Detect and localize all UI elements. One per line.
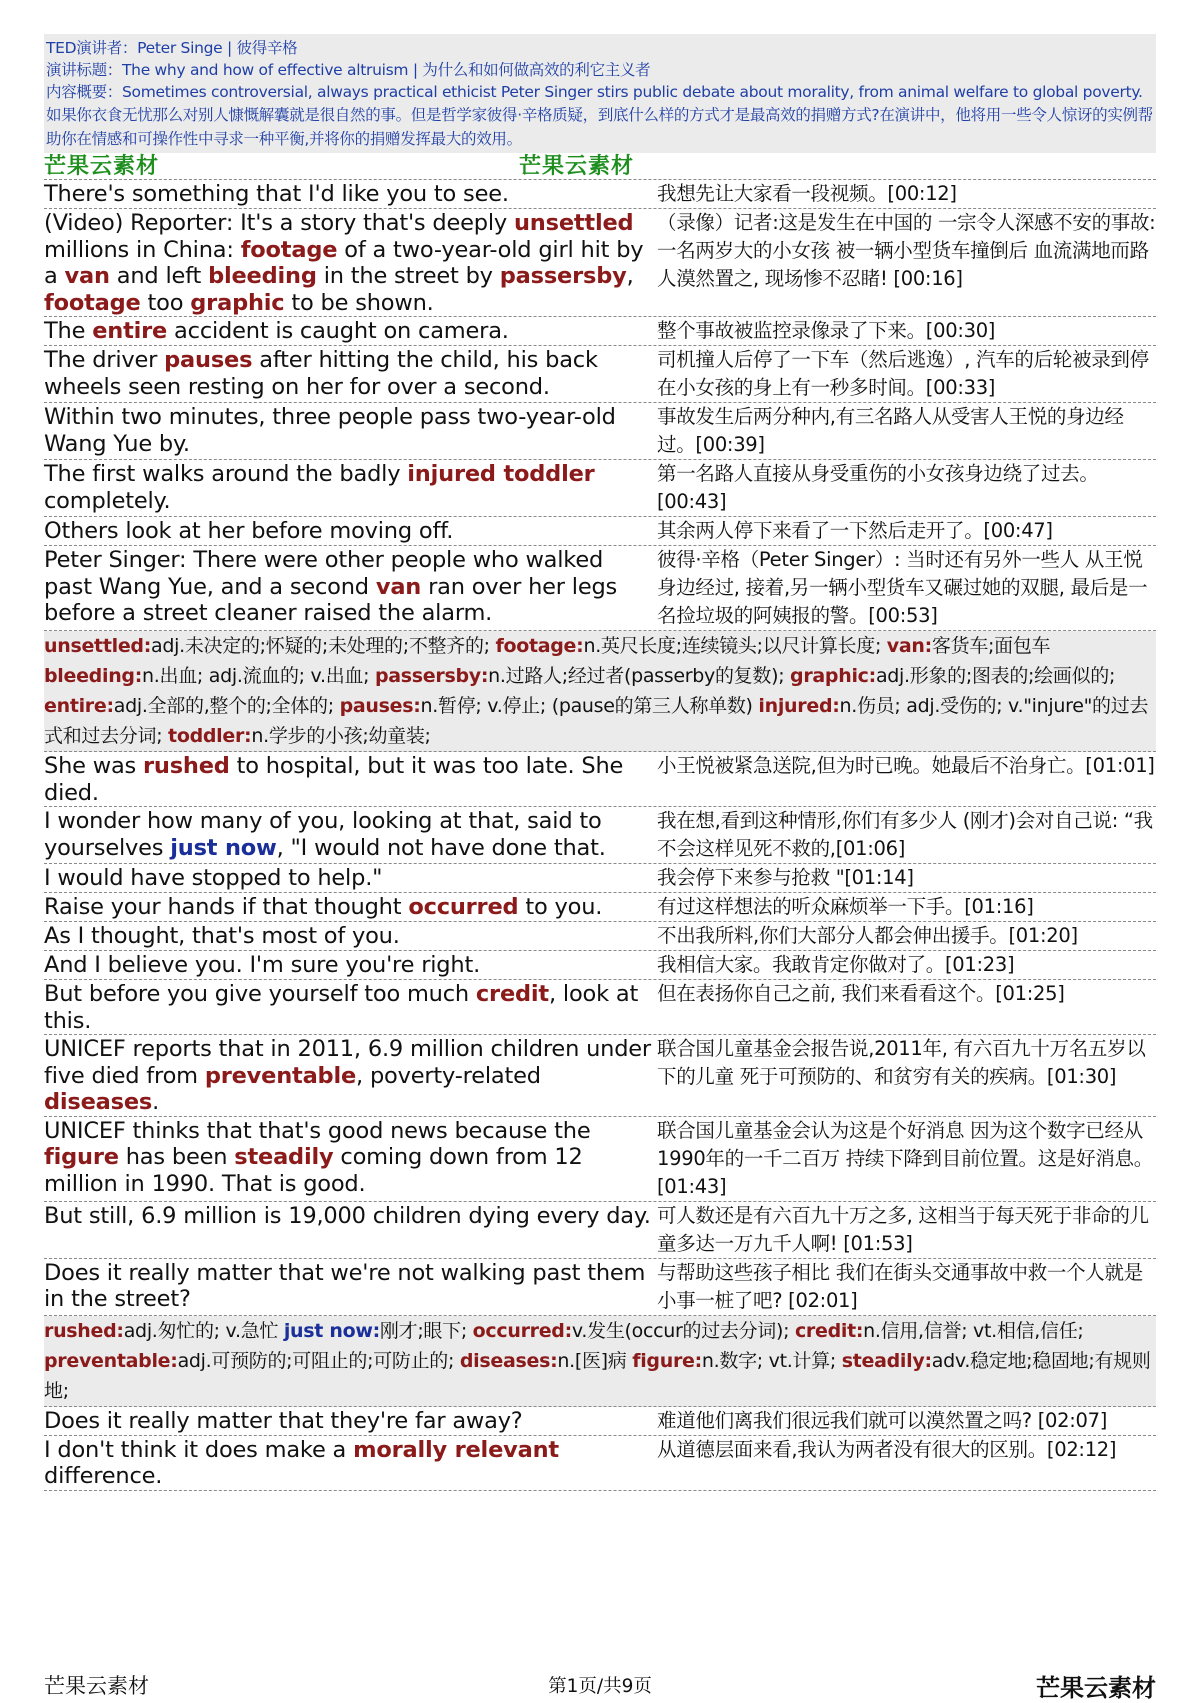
- vocab-word: occurred:: [472, 1319, 572, 1342]
- sentence-row: [44, 1202, 1156, 1259]
- keyword-highlight: bleeding: [208, 263, 317, 289]
- chinese-translation: 联合国儿童基金会报告说,2011年, 有六百九十万名五岁以下的儿童 死于可预防的、和贫穷有关的疾病。[01:30]: [657, 1037, 1146, 1088]
- keyword-highlight: graphic: [190, 289, 285, 316]
- talk-header: [44, 34, 1156, 153]
- sentence-row: [44, 980, 1156, 1035]
- vocab-word: diseases:: [459, 1349, 558, 1372]
- vocab-definition: adj.匆忙的; v.急忙: [123, 1319, 284, 1342]
- sentence-list: [44, 180, 1156, 631]
- chinese-translation: 司机撞人后停了一下车（然后逃逸）, 汽车的后轮被录到停在小女孩的身上有一秒多时间。[00:33]: [657, 348, 1149, 399]
- english-sentence: Does it really matter that they're far away?: [44, 1407, 523, 1434]
- transcript-page: [44, 34, 1156, 1491]
- footer-brand-right: 芒果云素材: [1036, 1674, 1156, 1702]
- sentence-row: [44, 546, 1156, 631]
- vocab-word: injured:: [758, 695, 840, 717]
- english-sentence: Raise your hands if that thought occurred to you.: [44, 894, 603, 920]
- keyword-highlight: figure: [44, 1144, 119, 1170]
- vocab-definition: adj.可预防的;可阻止的;可防止的;: [177, 1349, 460, 1372]
- keyword-highlight: entire: [92, 318, 168, 344]
- vocab-definition: n.学步的小孩;幼童装;: [251, 725, 431, 747]
- title-line: 演讲标题：The why and how of effective altruism | 为什么和如何做高效的利它主义者: [46, 61, 651, 79]
- chinese-translation: 我相信大家。我敢肯定你做对了。[01:23]: [657, 953, 1015, 976]
- chinese-translation: 不出我所料,你们大部分人都会伸出援手。[01:20]: [657, 924, 1078, 947]
- chinese-translation: 但在表扬你自己之前, 我们来看看这个。[01:25]: [657, 982, 1065, 1005]
- chinese-translation: 事故发生后两分种内,有三名路人从受害人王悦的身边经过。[00:39]: [657, 405, 1124, 456]
- footer-brand-left: 芒果云素材: [44, 1674, 149, 1698]
- sentence-list: [44, 752, 1156, 1316]
- vocab-word: toddler:: [168, 725, 252, 747]
- sentence-row: [44, 864, 1156, 893]
- page-number: 第1页/共9页: [548, 1676, 652, 1697]
- vocab-word: pauses:: [339, 695, 421, 717]
- chinese-translation: 整个事故被监控录像录了下来。[00:30]: [657, 319, 996, 342]
- keyword-highlight: van: [375, 573, 422, 600]
- sentence-row: [44, 1035, 1156, 1117]
- keyword-highlight: footage: [240, 236, 338, 263]
- keyword-highlight: unsettled: [513, 210, 634, 236]
- english-sentence: I would have stopped to help.": [44, 865, 383, 891]
- vocab-definition: adj.全部的,整个的;全体的;: [113, 695, 340, 717]
- keyword-highlight: credit: [475, 981, 549, 1007]
- sentence-row: [44, 1436, 1156, 1491]
- english-sentence: She was rushed to hospital, but it was too late. She died.: [44, 753, 624, 806]
- chinese-translation: 联合国儿童基金会认为这是个好消息 因为这个数字已经从1990年的一千二百万 持续下降到目前位置。这是好消息。[01:43]: [657, 1118, 1153, 1198]
- vocab-word: van:: [886, 635, 932, 657]
- chinese-translation: （录像）记者:这是发生在中国的 一宗令人深感不安的事故: 一名两岁大的小女孩 被一辆小型货车撞倒后 血流满地而路人漠然置之, 现场惨不忍睹! [00:16]: [657, 211, 1156, 290]
- sentence-row: [44, 517, 1156, 546]
- vocab-word: figure:: [632, 1349, 702, 1372]
- english-sentence: But before you give yourself too much credit, look at this.: [44, 981, 639, 1034]
- vocab-definition: 刚才;眼下;: [379, 1319, 473, 1342]
- keyword-highlight: preventable: [204, 1062, 357, 1089]
- keyword-highlight: morally relevant: [353, 1436, 559, 1463]
- chinese-translation: 小王悦被紧急送院,但为时已晚。她最后不治身亡。[01:01]: [657, 754, 1155, 777]
- sentence-row: [44, 893, 1156, 922]
- keyword-highlight: injured toddler: [407, 461, 595, 487]
- vocab-word: footage:: [495, 635, 584, 657]
- english-sentence: But still, 6.9 million is 19,000 children dying every day.: [44, 1202, 651, 1229]
- sentence-row: [44, 922, 1156, 951]
- chinese-translation: 可人数还是有六百九十万之多, 这相当于每天死于非命的儿童多达一万九千人啊! [01:53]: [657, 1203, 1149, 1255]
- english-sentence: The first walks around the badly injured toddler completely.: [44, 461, 595, 514]
- keyword-highlight: passersby: [499, 263, 627, 289]
- sentence-row: [44, 752, 1156, 807]
- vocabulary-box: [44, 631, 1156, 752]
- english-sentence: Within two minutes, three people pass two-year-old Wang Yue by.: [44, 404, 616, 457]
- vocab-definition: n.信用,信誉; vt.相信,信任;: [863, 1319, 1084, 1342]
- english-sentence: Others look at her before moving off.: [44, 518, 454, 544]
- vocab-definition: n.伤员; adj.受伤的; v."injure"的过去式和过去分词;: [44, 695, 1149, 747]
- summary-en: 内容概要：Sometimes controversial, always practical ethicist Peter Singer stirs public debate about morality, from animal welfare to global poverty.: [46, 83, 1143, 101]
- sentence-row: [44, 1407, 1156, 1436]
- sentence-row: [44, 1117, 1156, 1202]
- sentence-row: [44, 460, 1156, 517]
- brand-watermark-left: 芒果云素材: [44, 153, 160, 179]
- vocab-definition: adv.稳定地;稳固地;有规则地;: [44, 1349, 1151, 1402]
- vocab-word: bleeding:: [44, 665, 143, 687]
- vocab-definition: n.[医]病: [557, 1349, 633, 1372]
- vocab-word: unsettled:: [44, 635, 152, 657]
- speaker-line: TED演讲者：Peter Singe | 彼得辛格: [46, 39, 298, 57]
- vocab-word: preventable:: [44, 1349, 178, 1372]
- english-sentence: The driver pauses after hitting the child, his back wheels seen resting on her for over a second.: [44, 347, 598, 400]
- vocab-word: credit:: [794, 1319, 864, 1342]
- vocab-definition: n.数字; vt.计算;: [701, 1349, 842, 1372]
- sentence-row: [44, 1259, 1156, 1316]
- keyword-highlight: van: [64, 263, 110, 289]
- keyword-highlight: steadily: [234, 1144, 334, 1170]
- chinese-translation: 难道他们离我们很远我们就可以漠然置之吗? [02:07]: [657, 1408, 1108, 1432]
- chinese-translation: 我会停下来参与抢救 "[01:14]: [657, 866, 914, 889]
- vocab-word: rushed:: [44, 1319, 124, 1342]
- chinese-translation: 彼得·辛格（Peter Singer）: 当时还有另外一些人 从王悦身边经过, 接着,另一辆小型货车又碾过她的双腿, 最后是一名捡垃圾的阿姨报的警。[00:53]: [657, 548, 1148, 627]
- sentence-row: [44, 317, 1156, 346]
- vocab-definition: n.英尺长度;连续镜头;以尺计算长度;: [583, 635, 887, 657]
- vocab-word: steadily:: [841, 1349, 932, 1372]
- vocab-word: just now:: [283, 1319, 380, 1342]
- keyword-highlight: just now: [170, 834, 277, 861]
- english-sentence: And I believe you. I'm sure you're right.: [44, 952, 481, 978]
- sentence-row: [44, 180, 1156, 209]
- vocab-word: graphic:: [790, 665, 876, 687]
- keyword-highlight: occurred: [408, 894, 519, 920]
- vocab-definition: n.出血; adj.流血的; v.出血;: [142, 665, 375, 687]
- vocabulary-box: [44, 1316, 1156, 1407]
- english-sentence: Peter Singer: There were other people who walked past Wang Yue, and a second van ran over her legs before a street cleaner raised the alarm.: [44, 547, 618, 626]
- chinese-translation: 我想先让大家看一段视频。[00:12]: [657, 182, 957, 205]
- sentence-row: [44, 346, 1156, 403]
- vocab-definition: adj.形象的;图表的;绘画似的;: [875, 665, 1116, 687]
- english-sentence: (Video) Reporter: It's a story that's deeply unsettled millions in China: footage of a two-year-old girl hit by a van and left bleeding in the street by passersby, footage too graphic to be shown.: [44, 210, 644, 316]
- english-sentence: I don't think it does make a morally relevant difference.: [44, 1436, 559, 1489]
- vocab-definition: n.过路人;经过者(passerby的复数);: [488, 665, 791, 687]
- sentence-row: [44, 951, 1156, 980]
- vocab-word: passersby:: [374, 665, 489, 687]
- brand-watermark-mid: 芒果云素材: [519, 153, 635, 179]
- sentence-row: [44, 403, 1156, 460]
- page-footer: [44, 1670, 1156, 1702]
- english-sentence: There's something that I'd like you to see.: [44, 181, 509, 207]
- sentence-list: [44, 1407, 1156, 1491]
- chinese-translation: 与帮助这些孩子相比 我们在街头交通事故中救一个人就是小事一桩了吧? [02:01]: [657, 1260, 1143, 1312]
- sentence-row: [44, 209, 1156, 317]
- english-sentence: The entire accident is caught on camera.: [44, 318, 509, 344]
- keyword-highlight: pauses: [164, 347, 253, 373]
- english-sentence: UNICEF thinks that that's good news because the figure has been steadily coming down from 12 million in 1990. That is good.: [44, 1117, 591, 1197]
- sentence-row: [44, 807, 1156, 864]
- keyword-highlight: diseases: [44, 1089, 153, 1115]
- chinese-translation: 我在想,看到这种情形,你们有多少人 (刚才)会对自己说: “我不会这样见死不救的,[01:06]: [657, 809, 1153, 860]
- chinese-translation: 其余两人停下来看了一下然后走开了。[00:47]: [657, 519, 1053, 542]
- english-sentence: Does it really matter that we're not walking past them in the street?: [44, 1259, 646, 1312]
- vocab-definition: v.发生(occur的过去分词);: [571, 1319, 795, 1342]
- chinese-translation: 第一名路人直接从身受重伤的小女孩身边绕了过去。[00:43]: [657, 462, 1099, 513]
- vocab-definition: n.暂停; v.停止; (pause的第三人称单数): [420, 695, 759, 717]
- vocab-definition: 客货车;面包车: [931, 635, 1051, 657]
- english-sentence: UNICEF reports that in 2011, 6.9 million children under five died from preventable, poverty-related diseases.: [44, 1036, 651, 1115]
- brand-row: [44, 153, 1156, 180]
- chinese-translation: 有过这样想法的听众麻烦举一下手。[01:16]: [657, 895, 1034, 918]
- vocab-word: entire:: [44, 695, 114, 717]
- vocab-definition: adj.未决定的;怀疑的;未处理的;不整齐的;: [151, 635, 496, 657]
- english-sentence: As I thought, that's most of you.: [44, 923, 400, 949]
- keyword-highlight: footage: [44, 289, 141, 316]
- english-sentence: I wonder how many of you, looking at that, said to yourselves just now, "I would not have done that.: [44, 808, 606, 861]
- chinese-translation: 从道德层面来看,我认为两者没有很大的区别。[02:12]: [657, 1437, 1117, 1461]
- keyword-highlight: rushed: [143, 753, 230, 779]
- summary-cn: 如果你衣食无忧那么对别人慷慨解囊就是很自然的事。但是哲学家彼得·辛格质疑，到底什么样的方式才是最高效的捐赠方式?在演讲中，他将用一些令人惊讶的实例帮助你在情感和可操作性中寻求一种平衡,并将你的捐赠发挥最大的效用。: [46, 106, 1153, 148]
